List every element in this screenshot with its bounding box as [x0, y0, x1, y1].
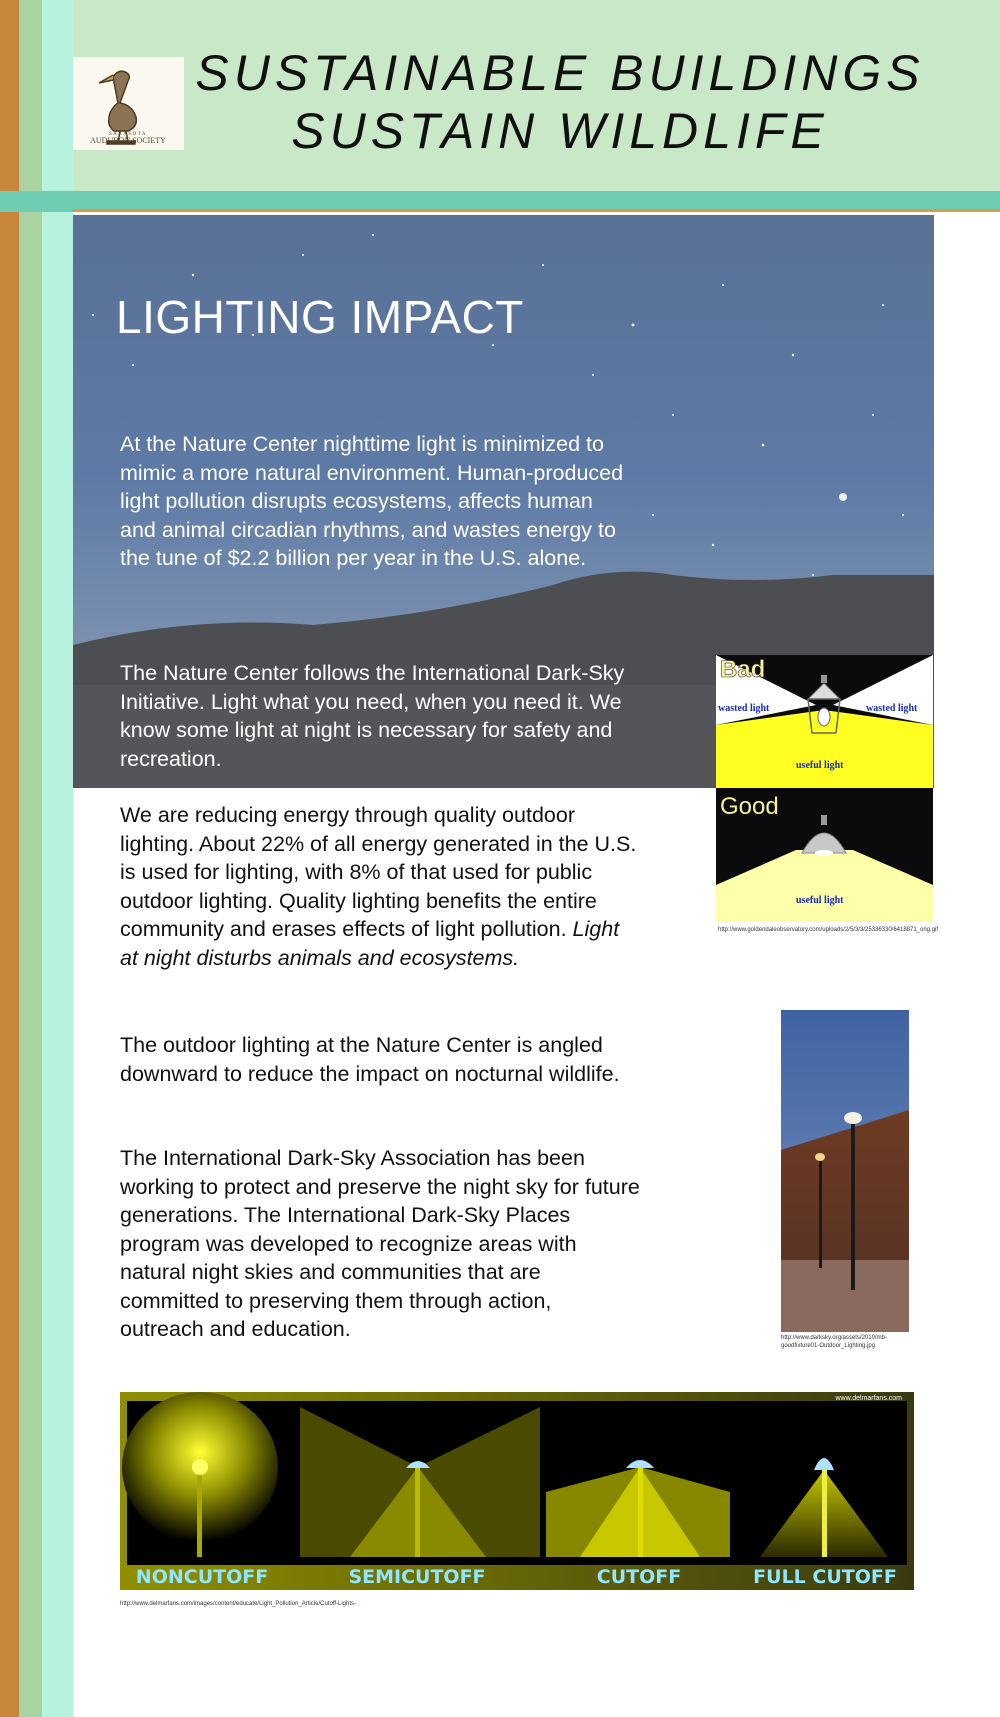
label-noncutoff: NONCUTOFF: [135, 1566, 269, 1588]
energy-paragraph-emphasis: Light at night disturbs animals and ecosystems.: [120, 917, 620, 970]
left-stripe-mint: [42, 0, 73, 1717]
header-divider-line: [73, 209, 1000, 212]
bad-good-lighting-figure: [716, 655, 933, 922]
good-label: Good: [720, 793, 779, 820]
label-full-cutoff: FULL CUTOFF: [753, 1566, 897, 1588]
logo-text-line2: AUDUBON SOCIETY: [90, 136, 166, 145]
useful-light-good: useful light: [796, 895, 844, 906]
bad-good-caption: http://www.goldendaleobservatory.com/uploads/2/5/3/3/25336330/6418871_orig.gif: [718, 927, 939, 933]
page-title-line2: SUSTAIN WILDLIFE: [291, 103, 829, 159]
intro-paragraph: At the Nature Center nighttime light is minimized to mimic a more natural environment. Human-produced light pollution disrupts ecosystems, affects human and animal circadian rhythms, and wastes energy to the tune of $2.2 billion per year in the U.S. alone.: [120, 432, 624, 570]
page-title: [190, 44, 930, 160]
logo-text-line1: SARASOTA: [109, 132, 147, 137]
wasted-light-left: wasted light: [718, 703, 770, 714]
left-stripe-orange: [0, 0, 19, 1717]
energy-paragraph-text: We are reducing energy through quality outdoor lighting. About 22% of all energy generated in the U.S. is used for lighting, with 8% of that used for public outdoor lighting. Quality lighting benefits the entire community and erases effects of light pollution.: [120, 803, 637, 941]
page-title-line1: SUSTAINABLE BUILDINGS: [195, 45, 925, 101]
label-cutoff: CUTOFF: [596, 1566, 682, 1588]
cutoff-watermark: www.delmarfans.com: [835, 1395, 902, 1402]
useful-light-bad: useful light: [796, 760, 844, 771]
audubon-logo: [73, 57, 184, 150]
cutoff-caption: http://www.delmarfans.com/images/content/educate/Light_Pollution_Article/Cutoff-Lights-: [120, 1601, 357, 1607]
energy-paragraph: [120, 801, 640, 972]
left-stripe-green: [19, 0, 42, 1717]
cutoff-comparison-figure: [120, 1392, 914, 1590]
dark-sky-paragraph: The Nature Center follows the International Dark-Sky Initiative. Light what you need, when you need it. We know some light at night is necessary for safety and recreation.: [120, 661, 625, 771]
wasted-light-right: wasted light: [866, 703, 918, 714]
downward-lighting-paragraph: The outdoor lighting at the Nature Center is angled downward to reduce the impact on nocturnal wildlife.: [120, 1033, 620, 1086]
outdoor-fixture-photo: [781, 1010, 909, 1332]
ida-paragraph: The International Dark-Sky Association has been working to protect and preserve the night sky for future generations. The International Dark-Sky Places program was developed to recognize areas with natural night skies and communities that are committed to preserving them through action, outreach and education.: [120, 1146, 640, 1341]
section-heading: LIGHTING IMPACT: [116, 291, 524, 343]
fixture-photo-caption: http://www.darksky.org/assets/2010/mb-goodfixture01-Outdoor_Lighting.jpg: [781, 1335, 887, 1349]
bad-label: Bad: [720, 656, 766, 683]
label-semicutoff: SEMICUTOFF: [348, 1566, 486, 1588]
